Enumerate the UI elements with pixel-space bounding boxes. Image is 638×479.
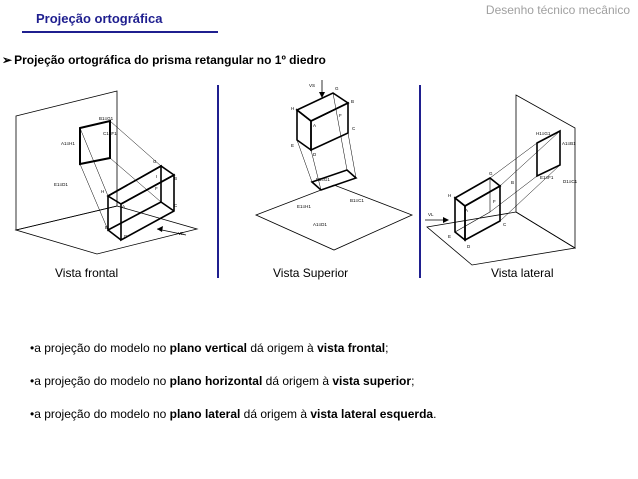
projector [490, 143, 537, 178]
bullet-item [30, 341, 388, 355]
bullet-view: vista frontal [317, 341, 386, 355]
figure-label: B [511, 180, 515, 185]
bullet-text: ; [411, 374, 415, 388]
figure-label: I [156, 174, 158, 179]
figure-label: A [122, 204, 126, 209]
figure-label: E1≡D1 [54, 182, 68, 187]
figure-label: A [313, 123, 317, 128]
bullet-plane: plano horizontal [169, 374, 263, 388]
figure-label: D1≡C1 [563, 179, 578, 184]
figure-label: F1≡G1 [316, 177, 330, 182]
figure-label: VL [428, 212, 434, 217]
projector [500, 165, 560, 221]
figure-label: F [339, 113, 342, 118]
bullet-text: . [433, 407, 437, 421]
figure-label: B1≡G1 [99, 116, 114, 121]
figure-label: VS [309, 83, 316, 88]
figure-label: A1≡D1 [313, 222, 327, 227]
figure-label: A1≡H1 [61, 141, 75, 146]
arrow-bullet-icon: ➢ [2, 53, 13, 67]
bullet-plane: plano vertical [169, 341, 248, 355]
figure-label: B [174, 176, 178, 181]
figure-label: E1≡F1 [540, 175, 554, 180]
bullet-plane: plano lateral [169, 407, 241, 421]
course-name: Desenho técnico mecânico [485, 3, 630, 17]
lateral-projection [537, 131, 560, 176]
subtitle-text: Projeção ortográfica do prisma retangular no 1º diedro [14, 53, 326, 67]
bullet-item [30, 374, 414, 388]
caption-front-view: Vista frontal [55, 266, 119, 280]
figure-label: A1≡B1 [562, 141, 576, 146]
figure-label: C [352, 126, 356, 131]
figure-label: G [153, 159, 157, 164]
figure-label: E [105, 225, 109, 230]
figure-label: C [174, 203, 178, 208]
figure-label: E [291, 143, 295, 148]
bullet-text: dá origem à [262, 374, 333, 388]
figure-label: C1≡F1 [103, 131, 117, 136]
bullet-text: •a projeção do modelo no [30, 374, 170, 388]
figure-label: F [493, 199, 496, 204]
bullet-text: dá origem à [247, 341, 318, 355]
bullet-text: •a projeção do modelo no [30, 341, 170, 355]
caption-side-view: Vista lateral [491, 266, 554, 280]
prism-body [455, 178, 500, 240]
slide-header-title: Projeção ortográfica [36, 11, 163, 26]
figure-label: H [448, 193, 452, 198]
caption-top-view: Vista Superior [273, 266, 349, 280]
figure-label: D [313, 152, 317, 157]
figure-label: H [291, 106, 295, 111]
figure-label: G [489, 171, 493, 176]
figure-label: VF [178, 231, 184, 236]
figure-label: E1≡H1 [297, 204, 311, 209]
bullet-text: ; [385, 341, 389, 355]
figure-label: H1≡G1 [536, 131, 551, 136]
figure-label: D [467, 244, 471, 249]
figure-label: B [351, 99, 355, 104]
bullet-item [30, 407, 436, 421]
figure-label: E [448, 234, 452, 239]
figure-label: G [335, 86, 339, 91]
figure-label: A [465, 208, 469, 213]
bullet-view: vista superior [332, 374, 412, 388]
figure-label: F [155, 186, 158, 191]
bullet-text: •a projeção do modelo no [30, 407, 170, 421]
bullet-view: vista lateral esquerda [310, 407, 434, 421]
view-direction-arrowhead [443, 217, 449, 223]
figure-label: C [503, 222, 507, 227]
figure-label: H [101, 189, 105, 194]
figure-label: D [124, 234, 128, 239]
figure-label: B1≡C1 [350, 198, 364, 203]
bullet-text: dá origem à [240, 407, 311, 421]
